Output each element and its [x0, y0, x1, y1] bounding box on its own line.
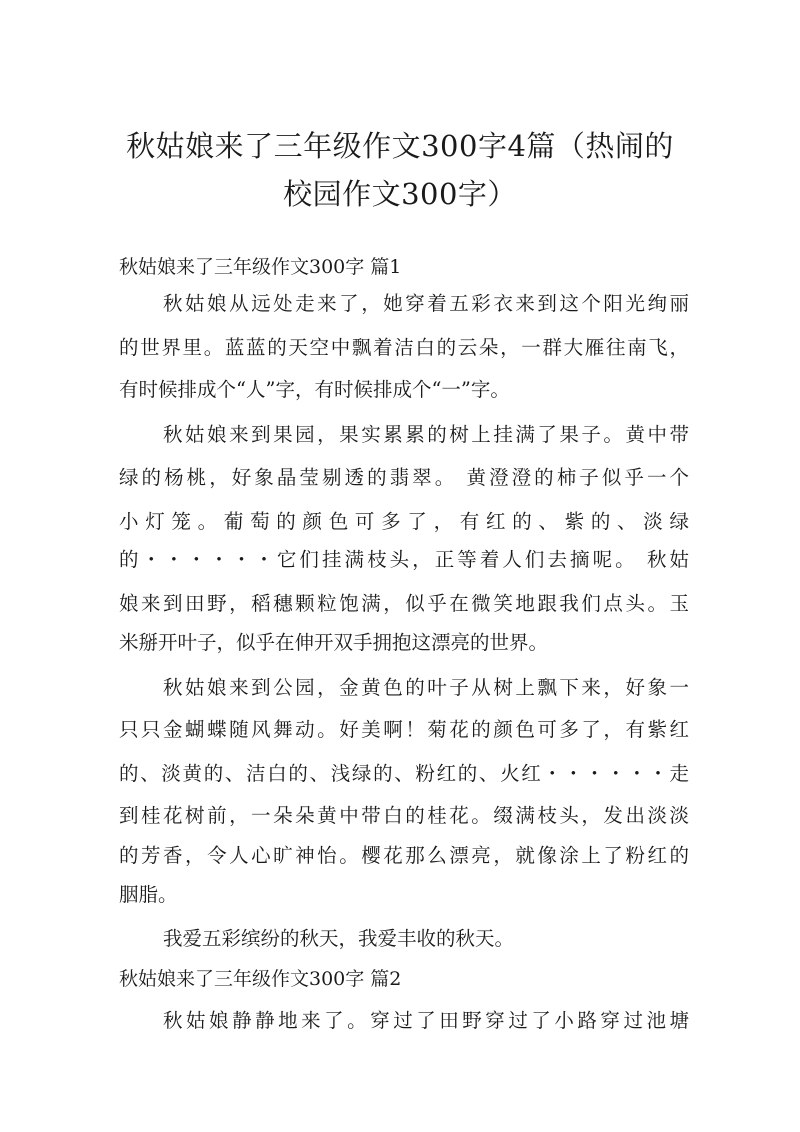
paragraph-line: 小灯笼。葡萄的颜色可多了，有红的、紫的、淡绿 — [119, 510, 689, 533]
paragraph-line: 只只金蝴蝶随风舞动。好美啊！菊花的颜色可多了，有紫红 — [119, 718, 689, 741]
paragraph-line: 米掰开叶子，似乎在伸开双手拥抱这漂亮的世界。 — [119, 631, 549, 654]
paragraph-line: 胭脂。 — [119, 883, 178, 906]
document-title-line1: 秋姑娘来了三年级作文300字4篇（热闹的 — [126, 129, 674, 163]
paragraph-line: 的世界里。蓝蓝的天空中飘着洁白的云朵，一群大雁往南飞， — [119, 336, 689, 359]
document-title-line2: 校园作文300字） — [283, 177, 517, 211]
paragraph-line: 的芳香，令人心旷神怡。樱花那么漂亮，就像涂上了粉红的 — [119, 844, 689, 867]
paragraph-line: 的、淡黄的、洁白的、浅绿的、粉红的、火红・・・・・・走 — [119, 762, 689, 785]
paragraph-line: 有时候排成个“人”字，有时候排成个“一”字。 — [119, 378, 510, 401]
section-heading-2: 秋姑娘来了三年级作文300字 篇2 — [119, 968, 402, 990]
paragraph-line: 秋姑娘来到公园，金黄色的叶子从树上飘下来，好象一 — [163, 676, 689, 699]
paragraph-line: 绿的杨桃，好象晶莹剔透的翡翠。 黄澄澄的柿子似乎一个 — [119, 466, 689, 489]
paragraph-line: 娘来到田野，稻穗颗粒饱满，似乎在微笑地跟我们点头。玉 — [119, 592, 689, 615]
paragraph-line: 秋姑娘从远处走来了，她穿着五彩衣来到这个阳光绚丽 — [163, 292, 689, 315]
section-heading-1: 秋姑娘来了三年级作文300字 篇1 — [119, 256, 402, 278]
paragraph-line: 秋姑娘来到果园，果实累累的树上挂满了果子。黄中带 — [163, 423, 689, 446]
paragraph-line: 我爱五彩缤纷的秋天，我爱丰收的秋天。 — [163, 927, 515, 950]
paragraph-line: 的・・・・・・它们挂满枝头，正等着人们去摘呢。 秋姑 — [119, 548, 689, 571]
paragraph-line: 秋姑娘静静地来了。穿过了田野穿过了小路穿过池塘 — [163, 1009, 689, 1032]
paragraph-line: 到桂花树前，一朵朵黄中带白的桂花。缀满枝头，发出淡淡 — [119, 804, 689, 827]
